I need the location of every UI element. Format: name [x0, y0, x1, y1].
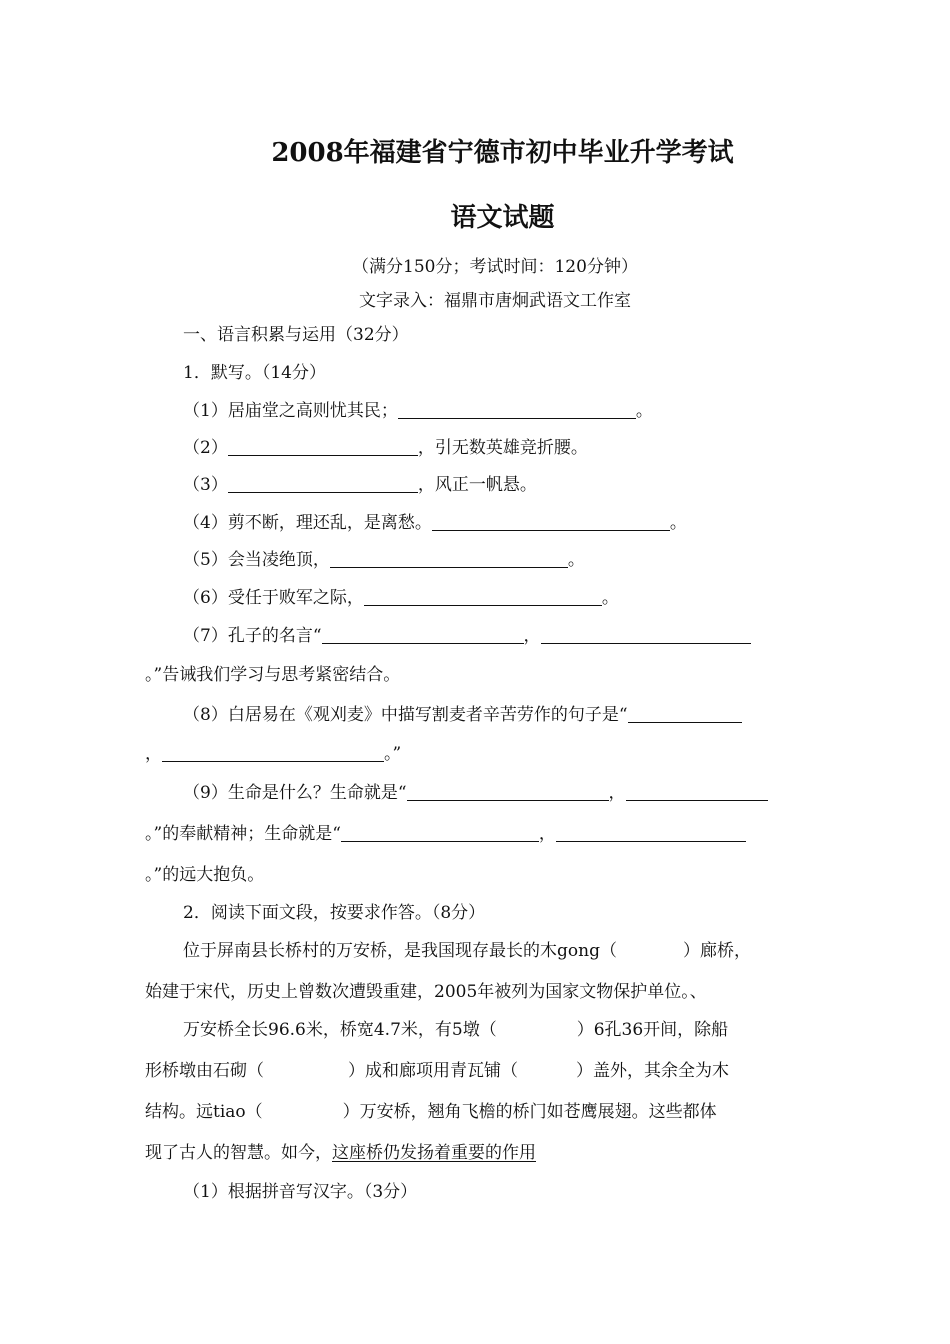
answer-blank[interactable] — [628, 704, 742, 723]
q1-item-7 — [183, 623, 751, 649]
answer-blank[interactable] — [364, 587, 602, 606]
passage-text: 形桥墩由石砌（ — [145, 1061, 264, 1081]
passage-line — [183, 1017, 728, 1043]
passage-text: 位于屏南县长桥村的万安桥，是我国现存最长的木gong（ — [183, 941, 617, 961]
passage-text: ）6孔36开间，除船 — [576, 1020, 729, 1040]
q1-item-6 — [183, 585, 619, 611]
q1-item-4-end: 。 — [669, 513, 687, 533]
answer-blank[interactable] — [322, 625, 524, 644]
q1-item-6-prompt: （6）受任于败军之际， — [183, 588, 364, 608]
passage-line — [145, 1099, 717, 1125]
passage-line — [145, 1140, 536, 1166]
q1-item-7-continuation: 。”告诫我们学习与思考紧密结合。 — [145, 665, 401, 685]
answer-blank[interactable] — [626, 782, 768, 801]
q1-item-2-prompt: （2） — [183, 438, 228, 458]
passage-text: ）万安桥，翘角飞檐的桥门如苍鹰展翅。这些都体 — [342, 1102, 717, 1122]
q1-item-9-text: 。”的奉献精神；生命就是“ — [145, 824, 341, 844]
passage-text: ）盖外，其余全为木 — [576, 1061, 729, 1081]
passage-text: 现了古人的智慧。如今， — [145, 1143, 332, 1163]
passage-text: ）廊桥， — [682, 941, 751, 961]
q1-item-9-sep-2: ， — [538, 824, 556, 844]
q1-item-9-end: 。”的远大抱负。 — [145, 865, 265, 885]
q1-item-3 — [183, 472, 537, 498]
section-heading: 一、语言积累与运用（32分） — [183, 325, 409, 345]
q1-item-3-prompt: （3） — [183, 475, 228, 495]
q1-item-9-prompt: （9）生命是什么？生命就是“ — [183, 783, 407, 803]
q2-sub-1: （1）根据拼音写汉字。（3分） — [183, 1182, 418, 1202]
answer-blank[interactable] — [228, 437, 418, 456]
q1-item-8-prompt: （8）白居易在《观刈麦》中描写割麦者辛苦劳作的句子是“ — [183, 705, 628, 725]
q1-item-7-prompt: （7）孔子的名言“ — [183, 626, 322, 646]
q1-item-9 — [183, 780, 768, 806]
q1-item-2 — [183, 435, 588, 461]
answer-blank[interactable] — [556, 823, 746, 842]
answer-blank[interactable] — [407, 782, 609, 801]
exam-subtitle: 语文试题 — [450, 203, 555, 233]
exam-title: 2008年福建省宁德市初中毕业升学考试 — [271, 138, 734, 168]
credit-line: 文字录入：福鼎市唐炯武语文工作室 — [359, 291, 631, 311]
q1-item-6-end: 。 — [601, 588, 619, 608]
underlined-sentence: 这座桥仍发扬着重要的作用 — [332, 1143, 536, 1163]
q1-item-4-prompt: （4）剪不断，理还乱，是离愁。 — [183, 513, 432, 533]
passage-text: ）成和廊项用青瓦铺（ — [348, 1061, 518, 1081]
q1-item-8-continuation — [145, 741, 401, 767]
q1-item-2-end: ，引无数英雄竞折腰。 — [417, 438, 588, 458]
q1-item-8-end: 。” — [384, 744, 402, 764]
passage-line — [183, 938, 751, 964]
passage-line — [145, 1058, 729, 1084]
q1-item-8-sep: ， — [145, 744, 162, 764]
q1-item-1-end: 。 — [635, 401, 653, 421]
q1-item-5-prompt: （5）会当凌绝顶， — [183, 550, 330, 570]
q1-item-4 — [183, 510, 687, 536]
q1-item-5 — [183, 547, 585, 573]
q1-item-9-sep: ， — [608, 783, 626, 803]
exam-info: （满分150分；考试时间：120分钟） — [352, 257, 638, 277]
answer-blank[interactable] — [541, 625, 751, 644]
q1-item-8 — [183, 702, 742, 728]
q1-item-1-prompt: （1）居庙堂之高则忧其民； — [183, 401, 398, 421]
question-1-heading: 1．默写。（14分） — [183, 363, 326, 383]
q1-item-9-continuation — [145, 821, 746, 847]
passage-text: 万安桥全长96.6米，桥宽4.7米，有5墩（ — [183, 1020, 497, 1040]
passage-line: 始建于宋代，历史上曾数次遭毁重建，2005年被列为国家文物保护单位。、 — [145, 982, 707, 1002]
answer-blank[interactable] — [228, 474, 418, 493]
q1-item-1 — [183, 398, 653, 424]
q1-item-3-end: ，风正一帆悬。 — [417, 475, 537, 495]
q1-item-7-sep: ， — [523, 626, 541, 646]
answer-blank[interactable] — [341, 823, 539, 842]
passage-text: 结构。远tiao（ — [145, 1102, 263, 1122]
question-2-heading: 2．阅读下面文段，按要求作答。（8分） — [183, 903, 486, 923]
answer-blank[interactable] — [398, 400, 636, 419]
answer-blank[interactable] — [432, 512, 670, 531]
answer-blank[interactable] — [330, 549, 568, 568]
q1-item-5-end: 。 — [567, 550, 585, 570]
answer-blank[interactable] — [162, 743, 384, 762]
